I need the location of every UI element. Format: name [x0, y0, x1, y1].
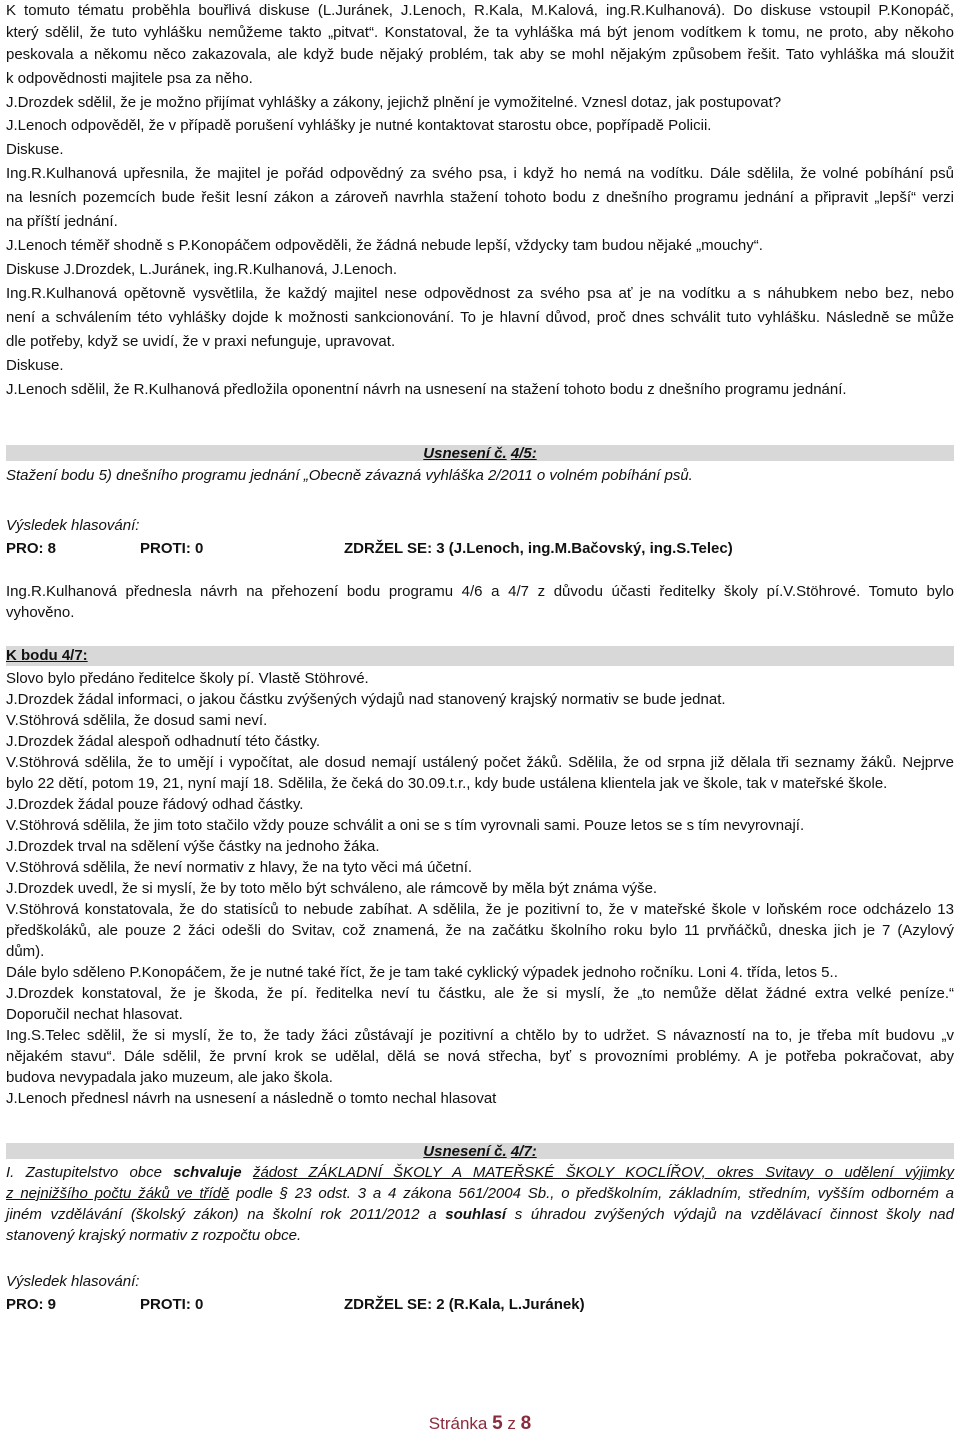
vote-pro: PRO: 9	[6, 1296, 57, 1313]
text-line: Dále bylo sděleno P.Konopáčem, že je nutné také říct, že je tam také cyklický výpadek jednoho ročníku. Loni 4. třída, letos 5..	[6, 964, 838, 981]
vote-header: Výsledek hlasování:	[6, 1273, 140, 1290]
text-span	[242, 1164, 253, 1181]
text-line: vyhověno.	[6, 604, 75, 621]
text-line: na lesních pozemcích bude řešit lesní zákon a zároveň navrhla stažení tohoto bodu z dnešního programu jednání a připravit „lepší“ verzi	[6, 189, 954, 206]
text-line: K tomuto tématu proběhla bouřlivá diskuse (L.Juránek, J.Lenoch, R.Kala, M.Kalová, ing.R.Kulhanová). Do diskuse vstoupil P.Konopáč,	[6, 2, 954, 19]
resolution-4-5	[6, 445, 954, 486]
request-text: žádost ZÁKLADNÍ ŠKOLY A MATEŘSKÉ ŠKOLY KOCLÍŘOV, okres Svitavy o udělení výjimky	[252, 1164, 955, 1181]
text-line: bylo 22 dětí, potom 19, 21, nyní mají 18. Sdělila, že čeká do 30.09.t.r., kdy bude ustálena klientela jak ve škole, tak v mateřské škole.	[6, 775, 888, 792]
text-span: podle § 23 odst. 3 a 4 zákona 561/2004 Sb., o předškolním, základním, středním, vyšším odborném a	[229, 1185, 954, 1202]
text-line: V.Stöhrová sdělila, že neví normativ z hlavy, že na tyto věci má účetní.	[6, 859, 473, 876]
text-line: J.Lenoch přednesl návrh na usnesení a následně o tomto nechal hlasovat	[6, 1090, 497, 1107]
section-heading: K bodu 4/7:	[6, 646, 954, 666]
text-line: J.Drozdek žádal informaci, o jakou částku zvýšených výdajů nad stanovený krajský normativ se bude jednat.	[6, 691, 726, 708]
text-line: který sdělil, že tuto vyhlášku nemůžeme takto „pitvat“. Konstatoval, že ta vyhláška má být jenom vodítkem k tomu, ne proto, aby někoho	[6, 24, 954, 41]
discussion-section-2	[6, 668, 954, 1109]
text-line: J.Drozdek konstatoval, že je škoda, že pí. ředitelka neví tu částku, ale že si myslí, že „to nemůže dělat žádné extra velké peníze.“	[6, 985, 954, 1002]
text-span: s úhradou zvýšených výdajů na vzdělávací činnost školy nad	[506, 1206, 954, 1223]
text-line: na příští jednání.	[6, 213, 118, 230]
text-line: J.Drozdek sdělil, že je možno přijímat vyhlášky a zákony, jejichž plnění je vymožitelné. Vznesl dotaz, jak postupovat?	[6, 94, 782, 111]
vote-result-2	[6, 1272, 954, 1317]
text-line: J.Drozdek uvedl, že si myslí, že by toto mělo být schváleno, ale rámcově by měla být známa výše.	[6, 880, 658, 897]
text-line: Ing.R.Kulhanová přednesla návrh na přehození bodu programu 4/6 a 4/7 z důvodu účasti ředitelky školy pí.V.Stöhrové. Tomuto bylo	[6, 583, 954, 600]
text-line: Ing.R.Kulhanová opětovně vysvětlila, že každý majitel nese odpovědnost za svého psa ať je na vodítku a s náhubkem nebo bez, nebo	[6, 285, 954, 302]
text-line: není a schválením této vyhlášky dojde k možnosti sankcionování. To je hlavní důvod, proč dnes schválit tuto vyhlášku. Následně se může	[6, 309, 954, 326]
text-line: předškoláků, ale pouze 2 žáci odešli do Svitav, což znamená, že na začátku školního roku bylo 11 prvňáčků, dneska jich je 7 (Azylový	[6, 922, 954, 939]
discussion-section	[6, 0, 954, 403]
resolution-label: Usnesení č.	[423, 1143, 507, 1160]
text-line: peskovala a někomu něco zakazovala, ale když bude nějaký problém, tak aby se mohl nějakým způsobem řešit. Tato vyhláška má sloužit	[6, 46, 954, 63]
resolution-text-line	[6, 1183, 954, 1204]
agrees-word: souhlasí	[445, 1206, 507, 1223]
text-line: V.Stöhrová sdělila, že to umějí i vypočítat, ale dosud nemají ustálený počet žáků. Sdělila, že od srpna již dělala tři seznamy žáků. Nejprve	[6, 754, 954, 771]
vote-header: Výsledek hlasování:	[6, 517, 140, 534]
footer-label: Stránka	[428, 1414, 488, 1433]
text-line: V.Stöhrová sdělila, že jim toto stačilo vždy pouze schválit a oni se s tím vyrovnali sami. Pouze letos se s tím nevyrovnají.	[6, 817, 805, 834]
text-line: Diskuse J.Drozdek, L.Juránek, ing.R.Kulhanová, J.Lenoch.	[6, 261, 398, 278]
vote-result-1	[6, 516, 954, 561]
vote-zdrzel: ZDRŽEL SE: 2 (R.Kala, L.Juránek)	[344, 1296, 585, 1313]
resolution-label: Usnesení č.	[423, 445, 507, 462]
resolution-text: Stažení bodu 5) dnešního programu jednání „Obecně závazná vyhláška 2/2011 o volném pobíhání psů.	[6, 467, 693, 484]
text-line: dům).	[6, 943, 45, 960]
text-line: Slovo bylo předáno ředitelce školy pí. Vlastě Stöhrové.	[6, 670, 369, 687]
vote-line	[6, 539, 954, 561]
resolution-4-7	[6, 1143, 954, 1246]
text-line: budova nevypadala jako muzeum, ale jako škola.	[6, 1069, 333, 1086]
text-line: Ing.R.Kulhanová upřesnila, že majitel je pořád odpovědný za svého psa, i když ho nemá na vodítku. Dále sdělila, že volné pobíhání psů	[6, 165, 954, 182]
text-line: Diskuse.	[6, 141, 64, 158]
text-line: J.Lenoch téměř shodně s P.Konopáčem odpověděli, že žádná nebude lepší, vždycky tam budou nějaké „mouchy“.	[6, 237, 763, 254]
resolution-text-line	[6, 1162, 954, 1183]
resolution-number: 4/7:	[510, 1143, 537, 1160]
text-line: V.Stöhrová konstatovala, že do statisíců to nebude zabíhat. A sdělila, že je pozitivní to, že v mateřské škole v loňském roce odcházelo 13	[6, 901, 954, 918]
approves-word: schvaluje	[173, 1164, 242, 1181]
footer-separator: z	[507, 1414, 516, 1433]
page-footer	[0, 1413, 960, 1435]
text-span: jiném vzdělávání (školský zákon) na školní rok 2011/2012 a	[6, 1206, 446, 1223]
text-line: J.Drozdek žádal pouze řádový odhad částky.	[6, 796, 304, 813]
text-line: J.Drozdek trval na sdělení výše částky na jednoho žáka.	[6, 838, 380, 855]
text-line: k odpovědnosti majitele psa za něho.	[6, 70, 253, 87]
resolution-text-line: stanovený krajský normativ z rozpočtu obce.	[6, 1227, 302, 1244]
text-line: nějakém stavu“. Dále sdělil, že první krok se udělal, dělá se nová střecha, byť s provozními problémy. A je potřeba pokračovat, aby	[6, 1048, 954, 1065]
text-line: Doporučil nechat hlasovat.	[6, 1006, 183, 1023]
text-line: Ing.S.Telec sdělil, že si myslí, že to, že tady žáci zůstávají je pozitivní a chtělo by to udržet. S návazností na to, je třeba mít budovu „v	[6, 1027, 954, 1044]
resolution-heading	[6, 1143, 954, 1159]
text-line: Diskuse.	[6, 357, 64, 374]
vote-line	[6, 1295, 954, 1317]
resolution-heading	[6, 445, 954, 461]
resolution-number: 4/5:	[510, 445, 537, 462]
note-paragraph	[6, 581, 954, 623]
vote-proti: PROTI: 0	[140, 540, 204, 557]
text-line: J.Drozdek žádal alespoň odhadnutí této částky.	[6, 733, 321, 750]
resolution-text-line	[6, 1204, 954, 1225]
text-line: V.Stöhrová sdělila, že dosud sami neví.	[6, 712, 268, 729]
vote-zdrzel: ZDRŽEL SE: 3 (J.Lenoch, ing.M.Bačovský, ing.S.Telec)	[344, 540, 733, 557]
text-line: J.Lenoch odpověděl, že v případě porušení vyhlášky je nutné kontaktovat starostu obce, popřípadě Policii.	[6, 117, 712, 134]
footer-page-number: 5	[492, 1413, 503, 1434]
footer-total-pages: 8	[520, 1413, 532, 1434]
vote-pro: PRO: 8	[6, 540, 57, 557]
vote-proti: PROTI: 0	[140, 1296, 204, 1313]
text-line: J.Lenoch sdělil, že R.Kulhanová předložila oponentní návrh na usnesení na stažení tohoto bodu z dnešního programu jednání.	[6, 381, 847, 398]
request-text: z nejnižšího počtu žáků ve třídě	[6, 1185, 230, 1202]
text-span: I. Zastupitelstvo obce	[6, 1164, 174, 1181]
text-line: dle potřeby, když se uvidí, že v praxi nefunguje, upravovat.	[6, 333, 396, 350]
